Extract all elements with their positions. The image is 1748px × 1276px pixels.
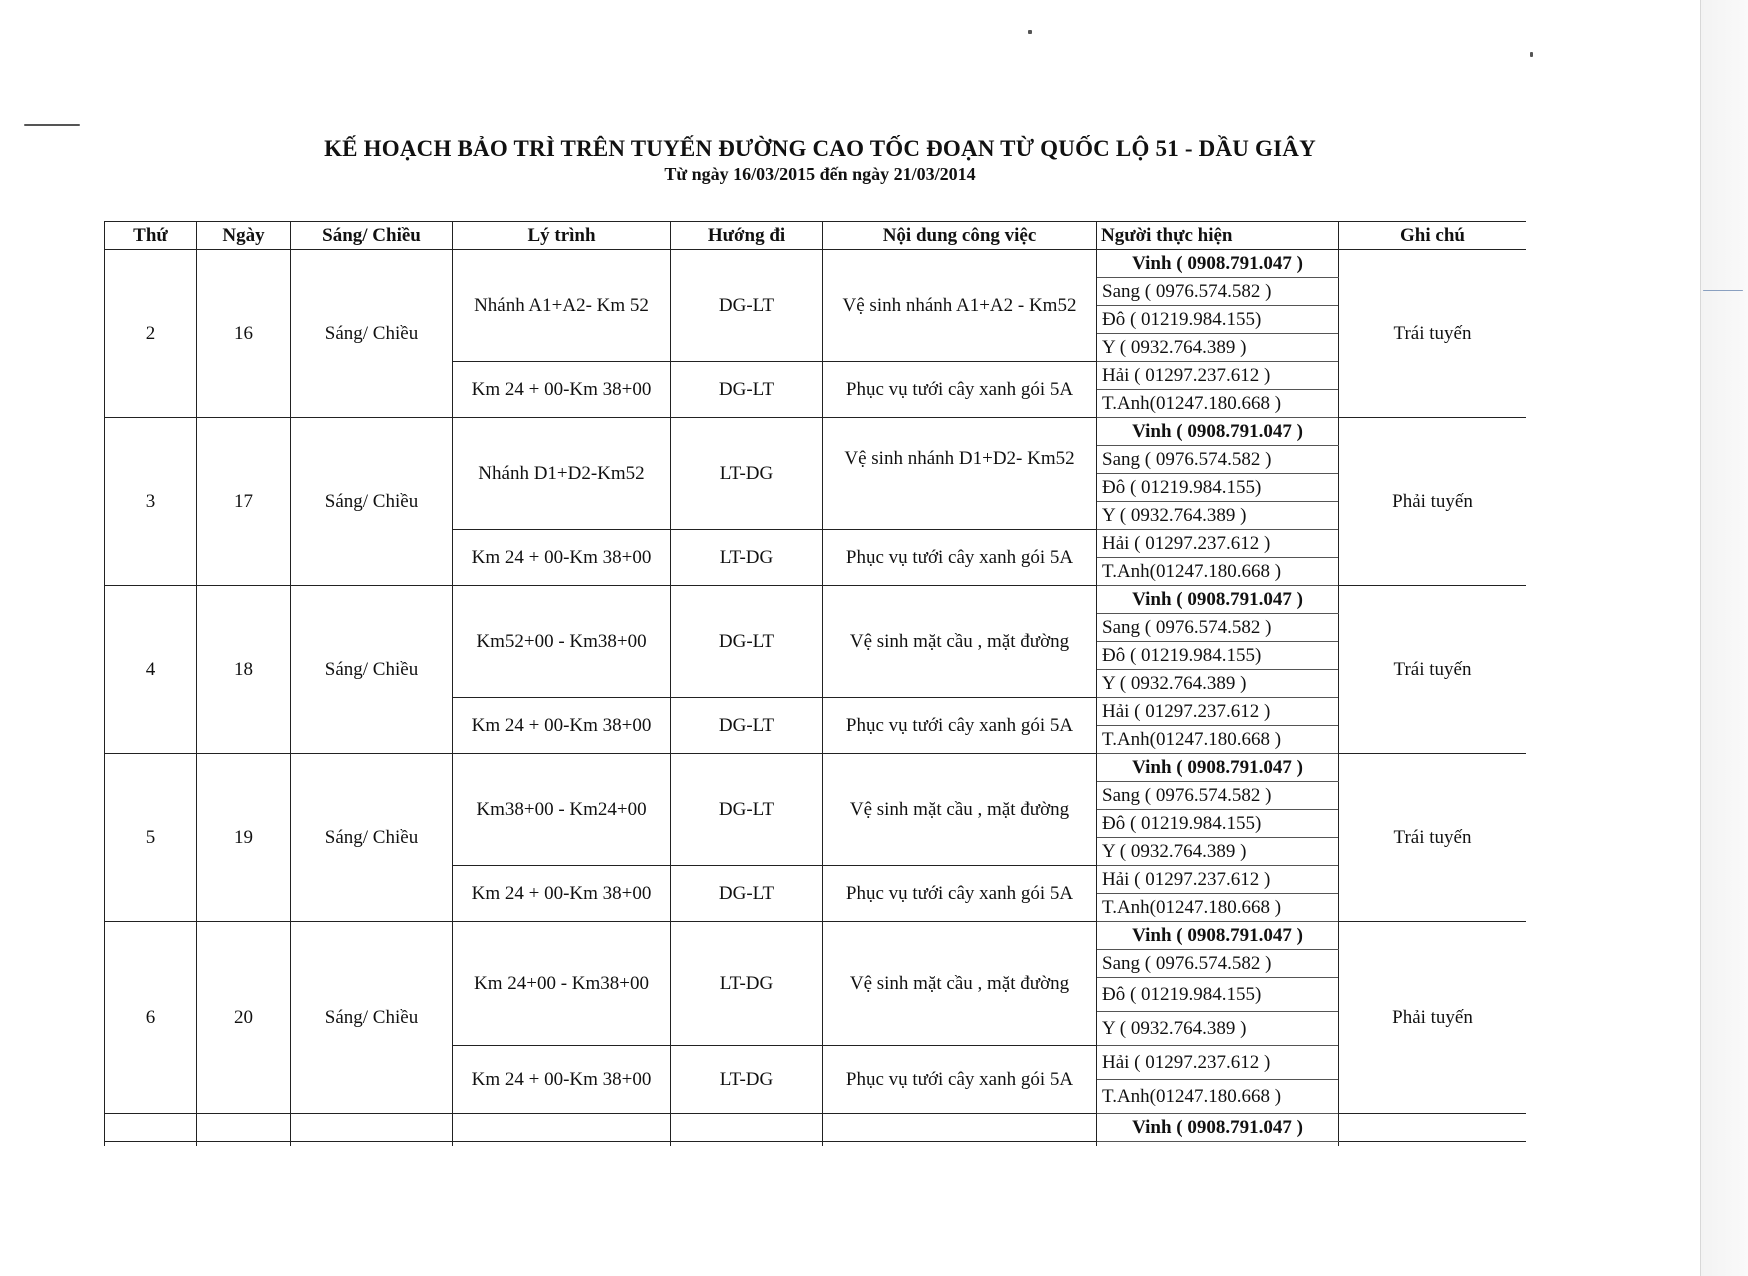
title-block: [100, 135, 1540, 185]
cell-ly-trinh: Km 24 + 00-Km 38+00: [453, 866, 671, 922]
cell-noi-dung: [823, 1142, 1097, 1147]
cell-nguoi: Vinh ( 0908.791.047 ): [1097, 1114, 1339, 1142]
cell-ngay: [197, 1142, 291, 1147]
cell-ly-trinh: Km38+00 - Km24+00: [453, 754, 671, 866]
cell-ghi-chu: Trái tuyến: [1339, 754, 1527, 922]
cell-noi-dung: Vệ sinh mặt cầu , mặt đường: [823, 586, 1097, 698]
cell-ly-trinh: Km52+00 - Km38+00: [453, 586, 671, 698]
cell-nguoi: Y ( 0932.764.389 ): [1097, 1012, 1339, 1046]
cell-nguoi: Vinh ( 0908.791.047 ): [1097, 754, 1339, 782]
scan-mark: [1530, 52, 1533, 57]
header-huong-di: Hướng đi: [671, 222, 823, 250]
cell-huong-di: [671, 1142, 823, 1147]
cell-huong-di: DG-LT: [671, 362, 823, 418]
cell-ngay: 19: [197, 754, 291, 922]
cell-nguoi: Y ( 0932.764.389 ): [1097, 502, 1339, 530]
cell-huong-di: [671, 1114, 823, 1142]
header-ghi-chu: Ghi chú: [1339, 222, 1527, 250]
cell-nguoi: Sang ( 0976.574.582 ): [1097, 782, 1339, 810]
table-row: [105, 250, 1527, 278]
cell-ly-trinh: Km 24 + 00-Km 38+00: [453, 698, 671, 754]
cell-noi-dung: Vệ sinh nhánh D1+D2- Km52: [823, 418, 1097, 530]
cell-ngay: 17: [197, 418, 291, 586]
table-row: [105, 922, 1527, 950]
cell-nguoi: Y ( 0932.764.389 ): [1097, 838, 1339, 866]
header-thu: Thứ: [105, 222, 197, 250]
cell-nguoi: Sang ( 0976.574.582 ): [1097, 614, 1339, 642]
header-nguoi-thuc-hien: Người thực hiện: [1097, 222, 1339, 250]
schedule-table-wrapper: [104, 221, 1526, 1146]
cell-buoi: Sáng/ Chiều: [291, 250, 453, 418]
cell-ghi-chu: Phải tuyến: [1339, 418, 1527, 586]
cell-nguoi: Đô ( 01219.984.155): [1097, 474, 1339, 502]
cell-nguoi: Sang ( 0976.574.582 ): [1097, 446, 1339, 474]
cell-huong-di: LT-DG: [671, 922, 823, 1046]
cell-nguoi: T.Anh(01247.180.668 ): [1097, 390, 1339, 418]
scan-mark: [24, 124, 80, 126]
schedule-table: [104, 221, 1526, 1146]
table-row-partial: [105, 1142, 1527, 1147]
cell-nguoi: [1097, 1142, 1339, 1147]
cell-ghi-chu: Trái tuyến: [1339, 586, 1527, 754]
cell-noi-dung: Phục vụ tưới cây xanh gói 5A: [823, 1046, 1097, 1114]
cell-ngay: [197, 1114, 291, 1142]
cell-thu: [105, 1114, 197, 1142]
cell-nguoi: Hải ( 01297.237.612 ): [1097, 362, 1339, 390]
cell-ly-trinh: Km 24+00 - Km38+00: [453, 922, 671, 1046]
cell-nguoi: Sang ( 0976.574.582 ): [1097, 278, 1339, 306]
cell-ghi-chu: Phải tuyến: [1339, 922, 1527, 1114]
header-sang-chieu: Sáng/ Chiều: [291, 222, 453, 250]
cell-noi-dung: Phục vụ tưới cây xanh gói 5A: [823, 530, 1097, 586]
cell-nguoi: Đô ( 01219.984.155): [1097, 642, 1339, 670]
cell-nguoi: T.Anh(01247.180.668 ): [1097, 726, 1339, 754]
cell-nguoi: T.Anh(01247.180.668 ): [1097, 1080, 1339, 1114]
cell-ghi-chu: [1339, 1142, 1527, 1147]
cell-ghi-chu: Trái tuyến: [1339, 250, 1527, 418]
scan-mark: [1703, 290, 1743, 291]
cell-nguoi: Y ( 0932.764.389 ): [1097, 670, 1339, 698]
header-ngay: Ngày: [197, 222, 291, 250]
table-row-partial: [105, 1114, 1527, 1142]
cell-ly-trinh: Km 24 + 00-Km 38+00: [453, 362, 671, 418]
cell-buoi: Sáng/ Chiều: [291, 922, 453, 1114]
header-ly-trinh: Lý trình: [453, 222, 671, 250]
cell-huong-di: DG-LT: [671, 698, 823, 754]
cell-ly-trinh: Km 24 + 00-Km 38+00: [453, 1046, 671, 1114]
page-edge: [1700, 0, 1748, 1276]
table-row: [105, 754, 1527, 782]
document-title: KẾ HOẠCH BẢO TRÌ TRÊN TUYẾN ĐƯỜNG CAO TỐC ĐOẠN TỪ QUỐC LỘ 51 - DẦU GIÂY: [324, 136, 1316, 161]
cell-nguoi: Hải ( 01297.237.612 ): [1097, 1046, 1339, 1080]
cell-nguoi: T.Anh(01247.180.668 ): [1097, 558, 1339, 586]
cell-nguoi: Y ( 0932.764.389 ): [1097, 334, 1339, 362]
cell-huong-di: LT-DG: [671, 1046, 823, 1114]
cell-nguoi: Hải ( 01297.237.612 ): [1097, 698, 1339, 726]
cell-nguoi: Hải ( 01297.237.612 ): [1097, 866, 1339, 894]
cell-noi-dung: Phục vụ tưới cây xanh gói 5A: [823, 362, 1097, 418]
cell-nguoi: Vinh ( 0908.791.047 ): [1097, 586, 1339, 614]
cell-ly-trinh: [453, 1142, 671, 1147]
table-row: [105, 418, 1527, 446]
cell-thu: 2: [105, 250, 197, 418]
cell-buoi: Sáng/ Chiều: [291, 418, 453, 586]
cell-noi-dung: Phục vụ tưới cây xanh gói 5A: [823, 698, 1097, 754]
cell-thu: 6: [105, 922, 197, 1114]
cell-nguoi: Vinh ( 0908.791.047 ): [1097, 418, 1339, 446]
cell-thu: 3: [105, 418, 197, 586]
cell-ly-trinh: Nhánh D1+D2-Km52: [453, 418, 671, 530]
cell-thu: 5: [105, 754, 197, 922]
cell-buoi: Sáng/ Chiều: [291, 586, 453, 754]
cell-noi-dung: Vệ sinh nhánh A1+A2 - Km52: [823, 250, 1097, 362]
cell-nguoi: Vinh ( 0908.791.047 ): [1097, 922, 1339, 950]
cell-huong-di: LT-DG: [671, 530, 823, 586]
header-noi-dung: Nội dung công việc: [823, 222, 1097, 250]
cell-ly-trinh: [453, 1114, 671, 1142]
cell-nguoi: Vinh ( 0908.791.047 ): [1097, 250, 1339, 278]
cell-ly-trinh: Km 24 + 00-Km 38+00: [453, 530, 671, 586]
scan-mark: [1028, 30, 1032, 34]
document-subtitle: Từ ngày 16/03/2015 đến ngày 21/03/2014: [664, 164, 976, 184]
cell-noi-dung: [823, 1114, 1097, 1142]
cell-huong-di: DG-LT: [671, 754, 823, 866]
cell-nguoi: T.Anh(01247.180.668 ): [1097, 894, 1339, 922]
cell-noi-dung: Vệ sinh mặt cầu , mặt đường: [823, 754, 1097, 866]
cell-nguoi: Đô ( 01219.984.155): [1097, 978, 1339, 1012]
cell-ngay: 20: [197, 922, 291, 1114]
cell-huong-di: LT-DG: [671, 418, 823, 530]
cell-nguoi: Đô ( 01219.984.155): [1097, 810, 1339, 838]
cell-nguoi: Sang ( 0976.574.582 ): [1097, 950, 1339, 978]
cell-buoi: [291, 1114, 453, 1142]
cell-thu: [105, 1142, 197, 1147]
table-header-row: [105, 222, 1527, 250]
cell-nguoi: Hải ( 01297.237.612 ): [1097, 530, 1339, 558]
cell-ngay: 16: [197, 250, 291, 418]
cell-buoi: [291, 1142, 453, 1147]
cell-noi-dung: Phục vụ tưới cây xanh gói 5A: [823, 866, 1097, 922]
cell-huong-di: DG-LT: [671, 250, 823, 362]
table-row: [105, 586, 1527, 614]
cell-huong-di: DG-LT: [671, 866, 823, 922]
cell-nguoi: Đô ( 01219.984.155): [1097, 306, 1339, 334]
cell-buoi: Sáng/ Chiều: [291, 754, 453, 922]
cell-huong-di: DG-LT: [671, 586, 823, 698]
cell-thu: 4: [105, 586, 197, 754]
cell-ngay: 18: [197, 586, 291, 754]
cell-ghi-chu: [1339, 1114, 1527, 1142]
cell-noi-dung: Vệ sinh mặt cầu , mặt đường: [823, 922, 1097, 1046]
cell-ly-trinh: Nhánh A1+A2- Km 52: [453, 250, 671, 362]
